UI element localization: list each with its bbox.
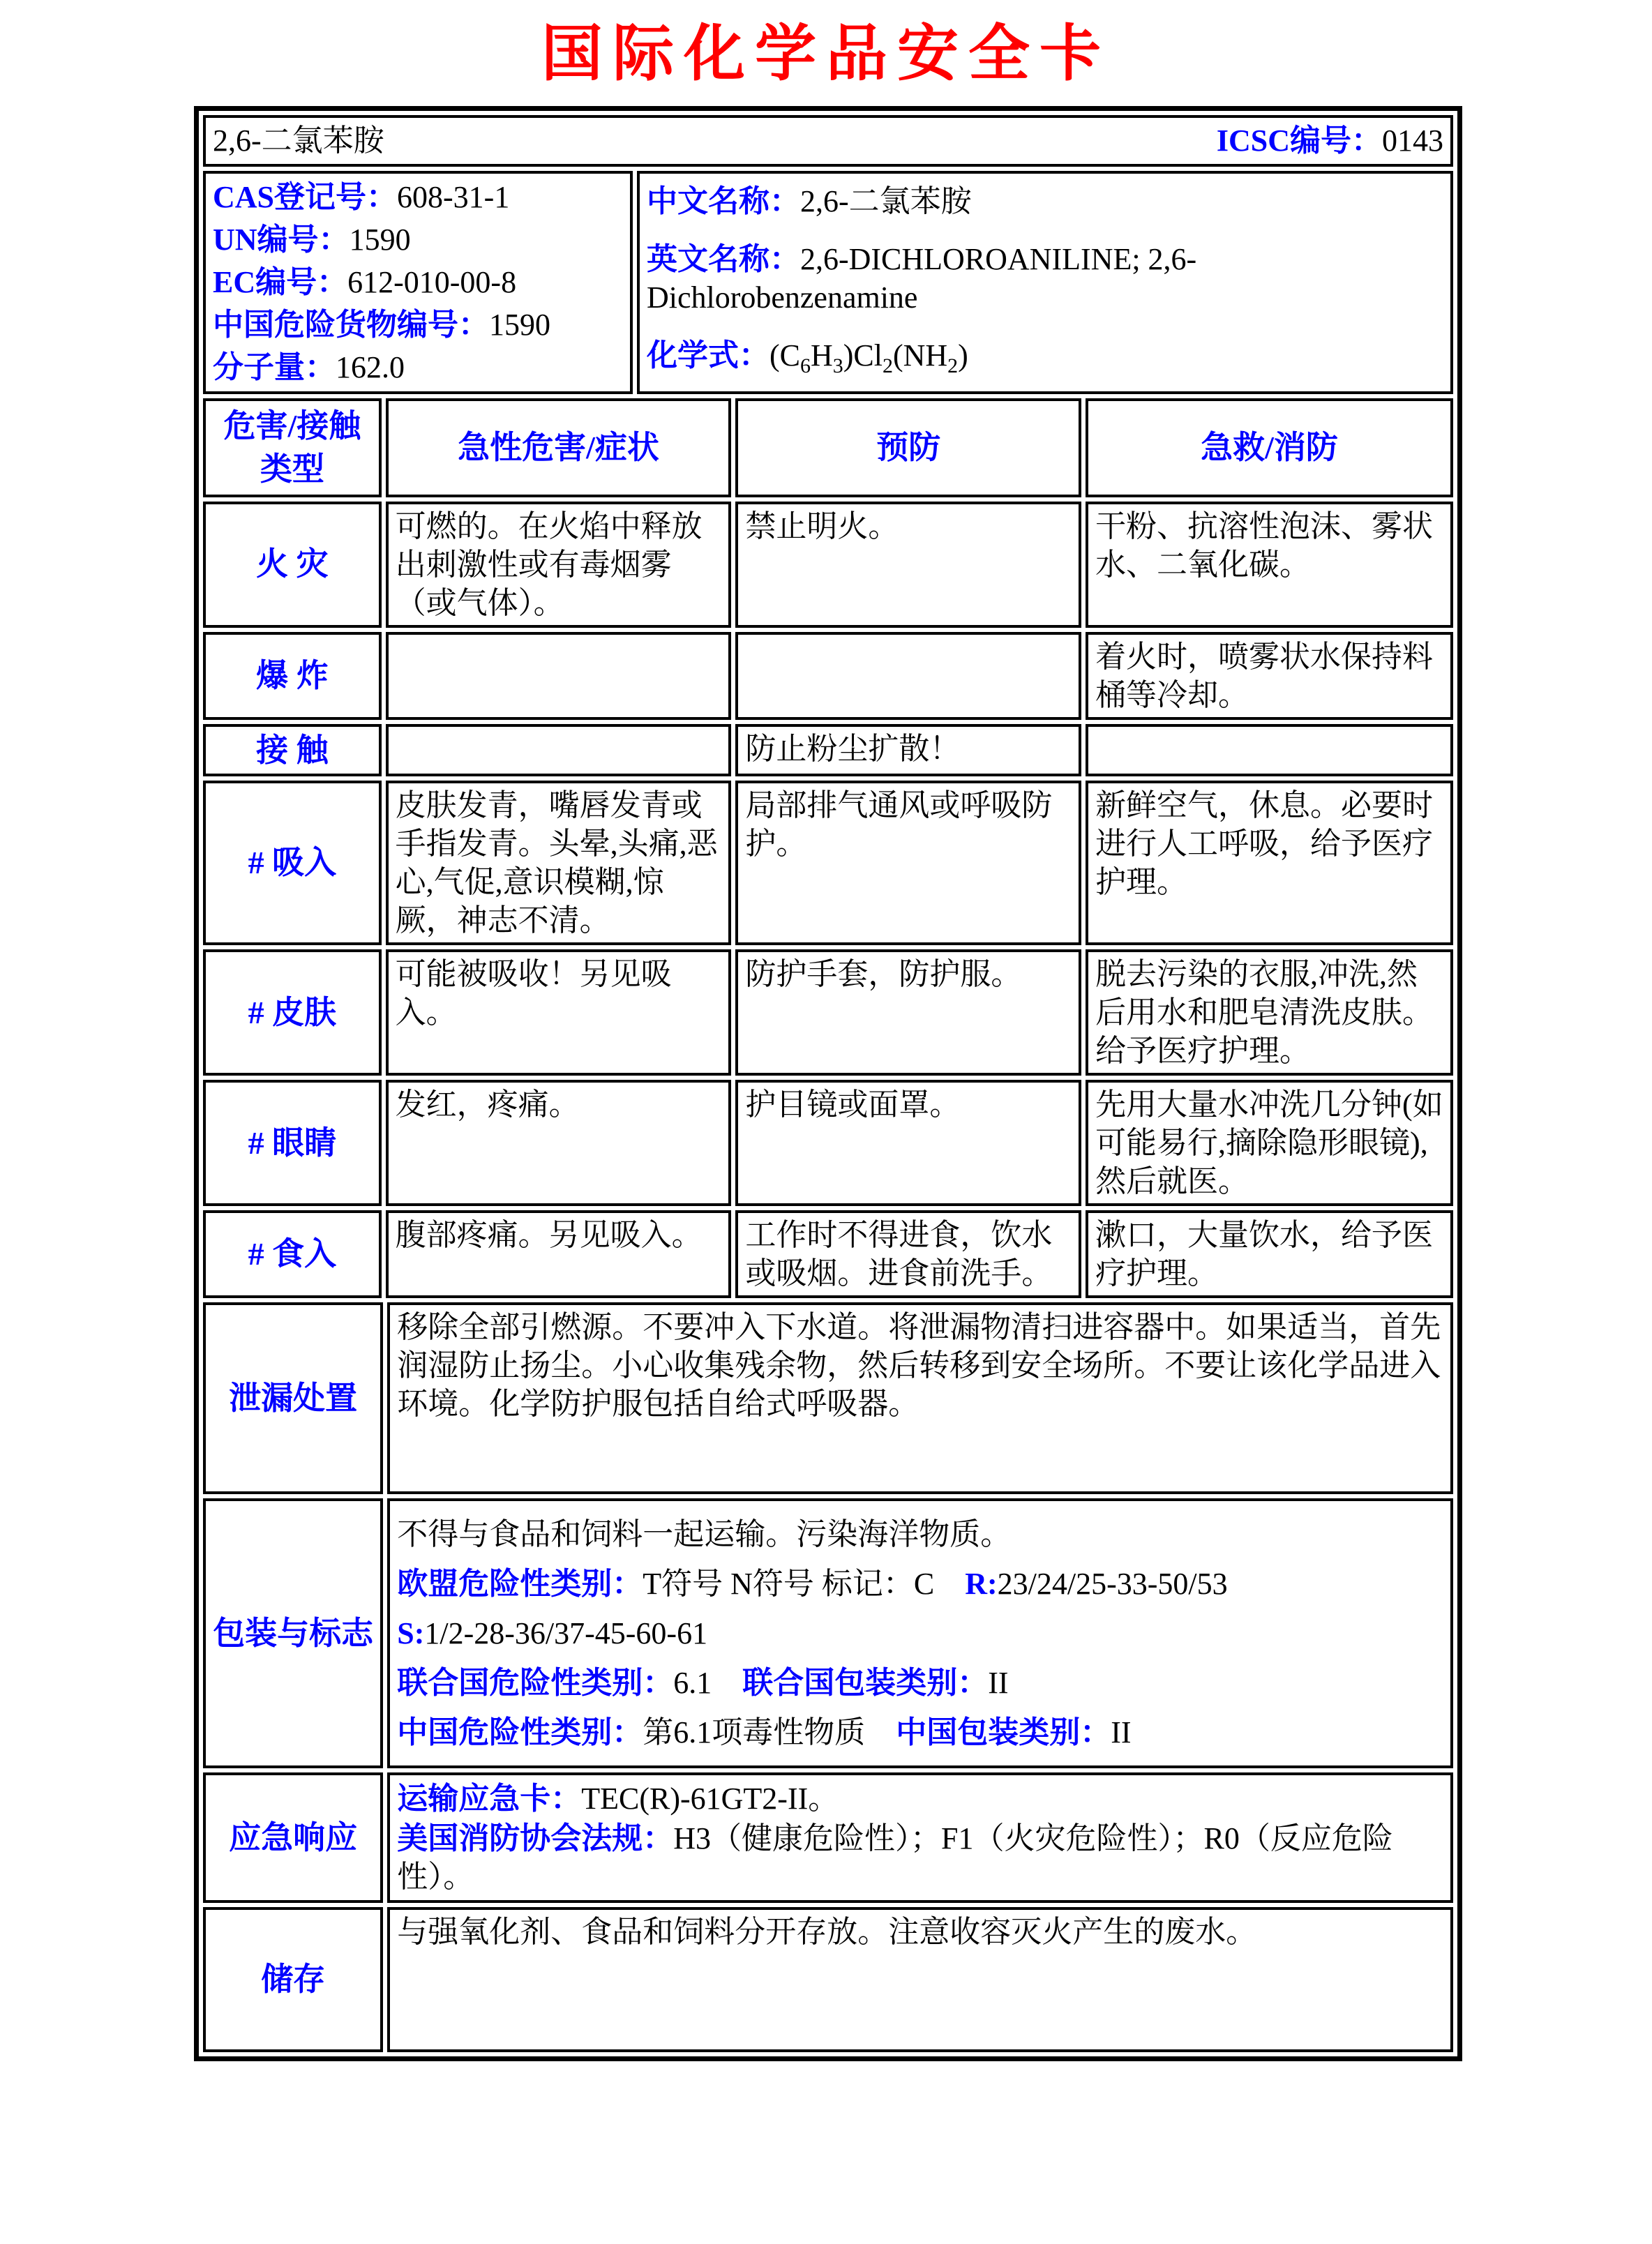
segment-label: 联合国包装类别：: [742, 1666, 989, 1701]
prevention-cell-skin: 防护手套，防护服。: [735, 949, 1081, 1076]
substance-name: 2,6-二氯苯胺: [213, 123, 384, 158]
formula-text: )Cl: [843, 338, 883, 372]
formula-text: (NH: [892, 338, 948, 372]
segment-text: T符号 N符号 标记：C: [643, 1567, 966, 1602]
chinese-name-line: [647, 182, 1443, 220]
hazard-table-header-row: [203, 398, 1453, 497]
firstaid-cell-inhalation: 新鲜空气，休息。必要时进行人工呼吸，给予医疗护理。: [1086, 781, 1453, 945]
hazard-label-inhalation: # 吸入: [203, 781, 382, 945]
section-packaging-line-2: [397, 1614, 1443, 1652]
firstaid-cell-eyes: 先用大量水冲洗几分钟(如可能易行,摘除隐形眼镜),然后就医。: [1086, 1080, 1453, 1206]
section-label-spillage: 泄漏处置: [203, 1302, 383, 1494]
formula-text: (C: [769, 338, 800, 372]
section-emergency-line-0: [397, 1779, 1443, 1818]
icsc-card: [194, 106, 1462, 2062]
hazard-label-ingestion: # 食入: [203, 1210, 382, 1298]
segment-text: 移除全部引燃源。不要冲入下水道。将泄漏物清扫进容器中。如果适当，首先润湿防止扬尘。小心收集残余物，然后转移到安全场所。不要让该化学品进入环境。化学防护服包括自给式呼吸器。: [397, 1310, 1441, 1422]
identifier-line-4: [213, 348, 623, 386]
segment-label: 中国包装类别：: [896, 1715, 1111, 1750]
segment-text: II: [988, 1666, 1009, 1701]
section-label-packaging: 包装与标志: [203, 1498, 383, 1768]
hazard-row-skin: [203, 949, 1453, 1076]
header-prevention: 预防: [735, 398, 1081, 497]
section-packaging-line-0: [397, 1515, 1443, 1553]
section-spillage-line-0: [397, 1308, 1443, 1423]
section-label-emergency: 应急响应: [203, 1772, 383, 1903]
hazard-table-body: [203, 502, 1453, 1299]
firstaid-cell-ingestion: 漱口，大量饮水，给予医疗护理。: [1086, 1210, 1453, 1298]
formula-subscript: 3: [832, 354, 843, 377]
identifier-label: CAS登记号：: [213, 180, 398, 215]
icsc-number-label: ICSC编号：: [1216, 123, 1382, 158]
segment-label: 欧盟危险性类别：: [397, 1567, 643, 1602]
prevention-cell-ingestion: 工作时不得进食，饮水或吸烟。进食前洗手。: [735, 1210, 1081, 1298]
formula-value: [769, 338, 968, 377]
identification-section: [203, 171, 1453, 394]
section-packaging-line-3: [397, 1664, 1443, 1702]
section-emergency-line-1: [397, 1819, 1443, 1896]
section-content-storage: [387, 1907, 1453, 2052]
prevention-cell-eyes: 护目镜或面罩。: [735, 1080, 1081, 1206]
hazard-label-explosion: 爆 炸: [203, 632, 382, 720]
icsc-document-page: [0, 18, 1652, 2244]
icsc-number: [1217, 121, 1443, 160]
firstaid-cell-fire: 干粉、抗溶性泡沫、雾状水、二氧化碳。: [1086, 502, 1453, 628]
segment-text: H3（健康危险性）；F1（火灾危险性）；R0（反应危险性）。: [397, 1821, 1393, 1895]
section-row-emergency: [203, 1772, 1453, 1903]
hazard-row-exposure: [203, 724, 1453, 777]
section-content-packaging: [387, 1498, 1453, 1768]
info-sections: [203, 1302, 1453, 2052]
identifier-line-1: [213, 220, 623, 259]
formula-line: [647, 336, 1443, 375]
hazard-row-explosion: [203, 632, 1453, 720]
hazard-row-inhalation: [203, 781, 1453, 945]
segment-label: R:: [965, 1567, 998, 1602]
segment-label: S:: [397, 1616, 425, 1651]
icsc-number-value: 0143: [1382, 123, 1443, 158]
header-acute-symptoms: 急性危害/症状: [386, 398, 732, 497]
symptoms-cell-ingestion: 腹部疼痛。另见吸入。: [386, 1210, 732, 1298]
section-packaging-line-1: [397, 1565, 1443, 1603]
segment-label: 美国消防协会法规：: [397, 1821, 674, 1856]
identifier-line-0: [213, 178, 623, 216]
segment-text: 1/2-28-36/37-45-60-61: [424, 1616, 708, 1651]
hazard-row-fire: [203, 502, 1453, 628]
identifier-line-2: [213, 263, 623, 301]
segment-text: 与强氧化剂、食品和饲料分开存放。注意收容灭火产生的废水。: [397, 1915, 1257, 1950]
segment-text: 23/24/25-33-50/53: [997, 1567, 1228, 1602]
section-row-packaging: [203, 1498, 1453, 1768]
segment-label: 中国危险性类别：: [397, 1715, 643, 1750]
symptoms-cell-inhalation: 皮肤发青，嘴唇发青或手指发青。头晕,头痛,恶心,气促,意识模糊,惊厥，神志不清。: [386, 781, 732, 945]
header-first-aid: 急救/消防: [1086, 398, 1453, 497]
formula-text: ): [958, 338, 968, 372]
segment-text: 6.1: [673, 1666, 743, 1701]
prevention-cell-exposure: 防止粉尘扩散！: [735, 724, 1081, 777]
segment-label: 联合国危险性类别：: [397, 1666, 674, 1701]
formula-subscript: 6: [799, 354, 811, 377]
section-content-spillage: [387, 1302, 1453, 1494]
formula-subscript: 2: [882, 354, 893, 377]
segment-label: 运输应急卡：: [397, 1782, 582, 1816]
identifier-value: 612-010-00-8: [347, 265, 517, 300]
identifier-line-3: [213, 306, 623, 344]
section-label-storage: 储存: [203, 1907, 383, 2052]
hazard-row-eyes: [203, 1080, 1453, 1206]
section-row-spillage: [203, 1302, 1453, 1494]
english-name-line: [647, 240, 1443, 317]
prevention-cell-fire: 禁止明火。: [735, 502, 1081, 628]
firstaid-cell-skin: 脱去污染的衣服,冲洗,然后用水和肥皂清洗皮肤。给予医疗护理。: [1086, 949, 1453, 1076]
segment-text: TEC(R)-61GT2-II。: [581, 1782, 839, 1816]
symptoms-cell-eyes: 发红，疼痛。: [386, 1080, 732, 1206]
hazard-label-fire: 火 灾: [203, 502, 382, 628]
identifier-value: 608-31-1: [397, 180, 510, 215]
identifier-label: EC编号：: [213, 265, 348, 300]
chinese-name-label: 中文名称：: [646, 183, 800, 218]
section-row-storage: [203, 1907, 1453, 2052]
prevention-cell-explosion: [735, 632, 1081, 720]
firstaid-cell-explosion: 着火时，喷雾状水保持料桶等冷却。: [1086, 632, 1453, 720]
english-name-value: 2,6-DICHLOROANILINE; 2,6-Dichlorobenzenamine: [646, 241, 1197, 315]
section-storage-line-0: [397, 1913, 1443, 1951]
hazard-row-ingestion: [203, 1210, 1453, 1298]
hazard-label-exposure: 接 触: [203, 724, 382, 777]
symptoms-cell-exposure: [386, 724, 732, 777]
formula-subscript: 2: [947, 354, 959, 377]
registry-numbers-cell: [203, 171, 633, 394]
hazard-label-skin: # 皮肤: [203, 949, 382, 1076]
segment-text: 第6.1项毒性物质: [643, 1715, 896, 1750]
identifier-value: 1590: [489, 307, 550, 342]
hazard-label-eyes: # 眼睛: [203, 1080, 382, 1206]
header-hazard-type: 危害/接触 类型: [203, 398, 382, 497]
page-title: 国际化学品安全卡: [541, 21, 1111, 89]
chemical-names-cell: [637, 171, 1453, 394]
identifier-label: 分子量：: [213, 349, 336, 384]
identifier-value: 1590: [349, 223, 411, 257]
identifier-label: UN编号：: [213, 223, 350, 257]
formula-text: H: [810, 338, 833, 372]
segment-text: II: [1111, 1715, 1132, 1750]
firstaid-cell-exposure: [1086, 724, 1453, 777]
prevention-cell-inhalation: 局部排气通风或呼吸防护。: [735, 781, 1081, 945]
formula-label: 化学式：: [646, 338, 769, 372]
substance-header-row: [203, 115, 1453, 167]
section-content-emergency: [387, 1772, 1453, 1903]
symptoms-cell-explosion: [386, 632, 732, 720]
section-packaging-line-4: [397, 1713, 1443, 1752]
english-name-label: 英文名称：: [646, 241, 800, 276]
identifier-label: 中国危险货物编号：: [213, 307, 489, 342]
symptoms-cell-skin: 可能被吸收！另见吸入。: [386, 949, 732, 1076]
chinese-name-value: 2,6-二氯苯胺: [799, 183, 972, 218]
symptoms-cell-fire: 可燃的。在火焰中释放出刺激性或有毒烟雾（或气体）。: [386, 502, 732, 628]
identifier-value: 162.0: [336, 349, 405, 384]
segment-text: 不得与食品和饲料一起运输。污染海洋物质。: [397, 1517, 1012, 1552]
